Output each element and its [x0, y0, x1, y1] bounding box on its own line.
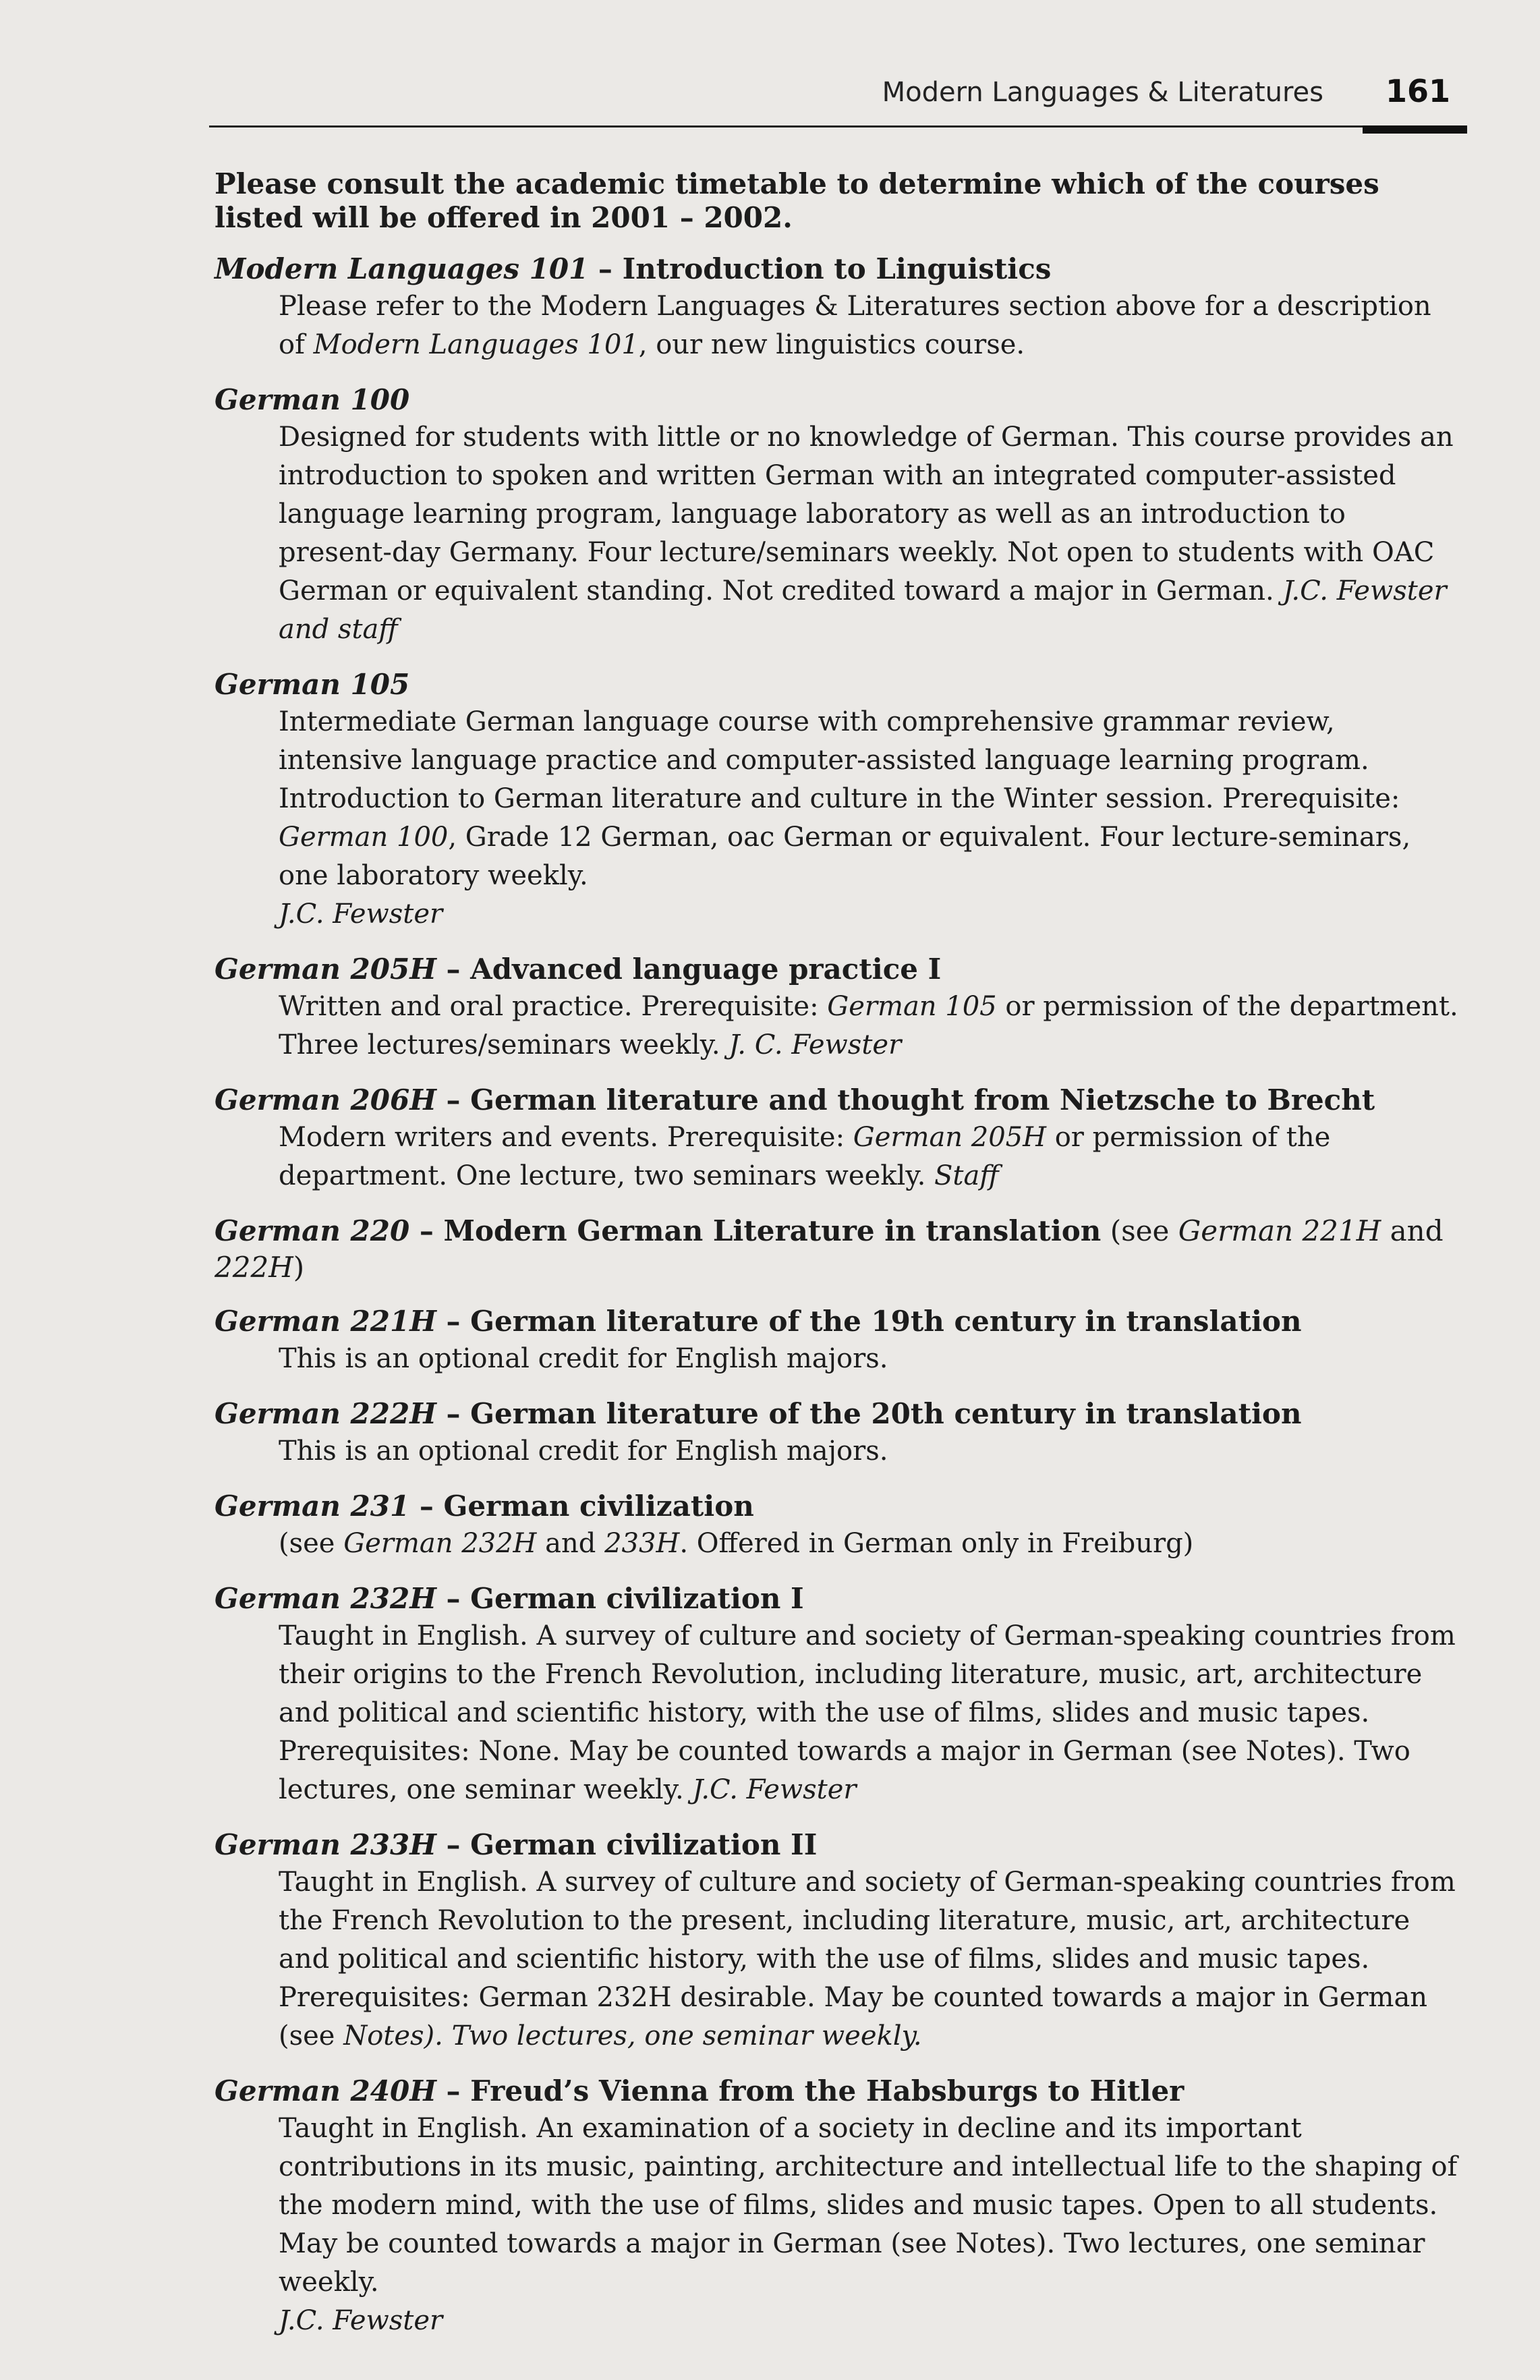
course-german-233h: [215, 1827, 1462, 2056]
course-description: [279, 1118, 1462, 1195]
course-heading: [215, 382, 1462, 418]
course-code: German 206H: [215, 1083, 436, 1116]
instructor: J.C. Fewster and staff: [279, 575, 1447, 645]
description-text: Intermediate German language course with comprehensive grammar review, intensive language practice and computer-assisted language learning program. Introduction to German literature and culture in the Winter session. Prerequisite:: [279, 706, 1400, 814]
course-title: German civilization II: [470, 1828, 818, 1861]
description-text: Taught in English. A survey of culture and society of German-speaking countries from their origins to the French Revolution, including literature, music, art, architecture and political and scientific history, with the use of films, slides and music tapes. Prerequisites: None. May be counted towards a major in German (see Notes). Two lectures, one seminar weekly.: [279, 1620, 1456, 1805]
course-reference: German 221H: [1178, 1214, 1381, 1247]
course-heading: [215, 667, 1462, 703]
description-text: and: [536, 1528, 605, 1559]
description-text: , Grade 12 German, oac German or equivalent. Four lecture-seminars, one laboratory weekly.: [279, 822, 1411, 891]
course-reference: German 232H: [343, 1528, 537, 1559]
description-text: Written and oral practice. Prerequisite:: [279, 991, 828, 1022]
course-code: German 233H: [215, 1828, 436, 1861]
course-german-222h: [215, 1396, 1462, 1471]
course-heading: German 240H – Freud’s Vienna from the Habsburgs to Hitler: [215, 2074, 1185, 2107]
timetable-notice: Please consult the academic timetable to determine which of the courses listed will be offered in 2001 – 2002.: [215, 167, 1379, 234]
description-text: (see: [279, 1528, 344, 1559]
course-heading: German 231 – German civilization: [215, 1490, 754, 1523]
cross-reference-text: (see: [1101, 1214, 1178, 1247]
course-description: This is an optional credit for English majors.: [279, 1436, 888, 1467]
description-text: or permission of the department. Three lectures/seminars weekly.: [279, 991, 1458, 1060]
course-title: Introduction to Linguistics: [622, 252, 1052, 285]
course-title: Freud’s Vienna from the Habsburgs to Hitler: [470, 2074, 1185, 2107]
course-german-105: [215, 667, 1462, 934]
header-rule: [209, 125, 1467, 128]
course-description: [279, 1525, 1462, 1563]
thumb-tab-mark: [1363, 125, 1467, 134]
course-heading: German 233H – German civilization II: [215, 1828, 818, 1861]
course-title: Advanced language practice I: [470, 953, 942, 986]
description-text: Designed for students with little or no knowledge of German. This course provides an introduction to spoken and written German with an integrated computer-assisted language learning program, language laboratory as well as an introduction to present-day Germany. Four lecture/seminars weekly. Not open to students with OAC German or equivalent standing. Not credited toward a major in German.: [279, 422, 1454, 606]
course-description: [279, 1617, 1462, 1809]
description-text: Taught in English. An examination of a society in decline and its important contributions in its music, painting, architecture and intellectual life to the shaping of the modern mind, with the use of films, slides and music tapes. Open to all students. May be counted towards a major in German (see Notes). Two lectures, one seminar weekly.: [279, 2113, 1458, 2298]
course-heading: German 220 – Modern German Literature in translation (see German 221H and 222H): [215, 1214, 1444, 1284]
page-number: 161: [1385, 73, 1450, 109]
course-description: [279, 287, 1462, 364]
instructor: J. C. Fewster: [729, 1029, 902, 1060]
description-text: , our new linguistics course.: [638, 329, 1025, 360]
course-description: [279, 988, 1462, 1065]
course-heading: German 205H – Advanced language practice I: [215, 953, 942, 986]
running-header: [209, 73, 1450, 127]
course-heading: German 206H – German literature and thought from Nietzsche to Brecht: [215, 1083, 1375, 1116]
course-german-240h: [215, 2073, 1462, 2340]
course-title: German literature of the 19th century in translation: [470, 1305, 1302, 1338]
course-code: German 105: [215, 668, 410, 701]
instructor: J.C. Fewster: [279, 899, 443, 930]
course-title: Modern German Literature in translation: [443, 1214, 1102, 1247]
instructor: J.C. Fewster: [692, 1774, 857, 1805]
course-code: German 222H: [215, 1397, 436, 1430]
course-german-232h: [215, 1581, 1462, 1809]
description-text: . Offered in German only in Freiburg): [679, 1528, 1194, 1559]
course-list: [215, 167, 1462, 2358]
course-heading: German 222H – German literature of the 20th century in translation: [215, 1397, 1302, 1430]
course-modern-languages-101: [215, 251, 1462, 364]
course-reference: Modern Languages 101: [313, 329, 639, 360]
instructor: J.C. Fewster: [279, 2305, 443, 2336]
course-code: German 100: [215, 383, 410, 416]
course-code: German 232H: [215, 1582, 436, 1615]
course-german-220: [215, 1213, 1462, 1286]
course-german-206h: [215, 1082, 1462, 1195]
course-description: [279, 1863, 1462, 2056]
course-title: German literature of the 20th century in translation: [470, 1397, 1302, 1430]
course-description: [279, 2109, 1462, 2340]
course-reference: German 100: [279, 822, 449, 853]
course-heading: Modern Languages 101 – Introduction to Linguistics: [215, 252, 1052, 285]
course-german-231: [215, 1488, 1462, 1563]
description-text-italic: Notes). Two lectures, one seminar weekly.: [343, 2020, 922, 2051]
course-description: [279, 703, 1462, 934]
course-description: This is an optional credit for English majors.: [279, 1343, 888, 1374]
course-code: German 220: [215, 1214, 410, 1247]
course-code: German 205H: [215, 953, 436, 986]
course-code: German 221H: [215, 1305, 436, 1338]
course-title: German civilization: [443, 1490, 754, 1523]
cross-reference-text: and: [1381, 1214, 1444, 1247]
course-code: German 231: [215, 1490, 410, 1523]
description-text: or permission of the department. One lecture, two seminars weekly.: [279, 1122, 1331, 1191]
course-heading: German 232H – German civilization I: [215, 1582, 804, 1615]
description-text: Taught in English. A survey of culture and society of German-speaking countries from the French Revolution to the present, including literature, music, art, architecture and political and scientific history, with the use of films, slides and music tapes. Prerequisites: German 232H desirable. May be counted towards a major in German (see: [279, 1867, 1456, 2051]
course-code: German 240H: [215, 2074, 436, 2107]
description-text: Please refer to the Modern Languages & Literatures section above for a description of: [279, 291, 1431, 360]
description-text: Modern writers and events. Prerequisite:: [279, 1122, 853, 1153]
course-german-221h: [215, 1303, 1462, 1378]
course-code: Modern Languages 101: [215, 252, 589, 285]
course-heading: German 221H – German literature of the 19th century in translation: [215, 1305, 1302, 1338]
course-description: [279, 418, 1462, 649]
course-german-100: [215, 382, 1462, 649]
course-title: German civilization I: [470, 1582, 804, 1615]
course-reference: German 105: [827, 991, 997, 1022]
course-reference: 233H: [604, 1528, 680, 1559]
course-reference: 222H: [215, 1251, 293, 1284]
instructor: Staff: [934, 1160, 999, 1191]
cross-reference-text: ): [293, 1251, 305, 1284]
section-title: Modern Languages & Literatures: [882, 77, 1323, 108]
course-reference: German 205H: [853, 1122, 1046, 1153]
course-title: German literature and thought from Nietzsche to Brecht: [470, 1083, 1375, 1116]
course-german-205h: [215, 951, 1462, 1065]
